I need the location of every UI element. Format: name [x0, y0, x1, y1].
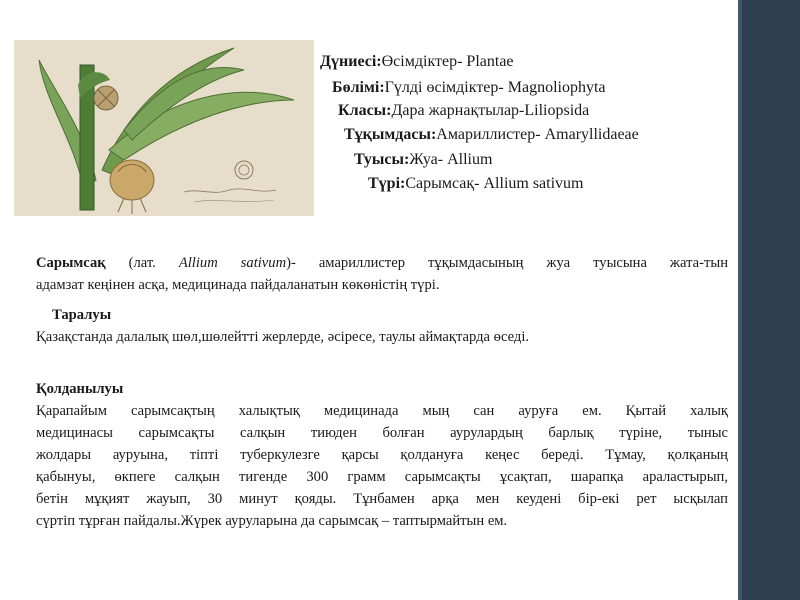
- taxonomy-family: Тұқымдасы:Амариллистер- Amaryllidaeae: [344, 126, 639, 143]
- garlic-plant-drawing: [14, 40, 314, 216]
- usage-line: Қарапайым сарымсақтың халықтық медицинада мың сан ауруға ем. Қытай халық: [36, 403, 728, 419]
- usage-heading: Қолданылуы: [36, 381, 124, 397]
- intro-line-2: адамзат кеңінен асқа, медицинада пайдаланатын көкөністің түрі.: [36, 277, 440, 293]
- sidebar-stripe: [738, 0, 742, 600]
- distribution-text: Қазақстанда далалық шөл,шөлейтті жерлерде, әсіресе, таулы аймақтарда өседі.: [36, 329, 530, 345]
- decorative-sidebar: [738, 0, 800, 600]
- usage-line: қабынуы, өкпеге салқын тигенде 300 грамм сарымсақты ұсақтап, шарапқа араластырып,: [36, 469, 728, 485]
- distribution-heading: Таралуы: [52, 307, 112, 323]
- usage-line: бетін мұқият жауып, 30 минут қояды. Тұнбамен арқа мен кеудені бір-екі рет ысқылап: [36, 491, 728, 507]
- usage-line: сүртіп тұрған пайдалы.Жүрек ауруларына да сарымсақ – таптырмайтын ем.: [36, 513, 508, 529]
- usage-line: медицинасы сарымсақты салқын тиюден болған аурулардың барлық түріне, тыныс: [36, 425, 728, 441]
- usage-paragraph: [36, 400, 728, 532]
- intro-line-1: Сарымсақ (лат. Allium sativum)- амариллистер тұқымдасының жуа туысына жата-тын: [36, 255, 729, 271]
- taxonomy-kingdom: Дүниесі:Өсімдіктер- Plantae: [320, 53, 514, 70]
- taxonomy-species: Түрі:Сарымсақ- Allium sativum: [368, 175, 584, 192]
- garlic-botanical-illustration: [14, 40, 314, 216]
- intro-paragraph: [36, 252, 728, 296]
- taxonomy-class: Класы:Дара жарнақтылар-Liliopsida: [338, 102, 590, 119]
- taxonomy-genus: Туысы:Жуа- Allium: [354, 151, 493, 168]
- usage-line: жолдары ауруына, тіпті туберкулезге қарсы қолдануға кеңес береді. Тұмау, қолқаның: [36, 447, 728, 463]
- taxonomy-division: Бөлімі:Гүлді өсімдіктер- Magnoliophyta: [332, 79, 606, 96]
